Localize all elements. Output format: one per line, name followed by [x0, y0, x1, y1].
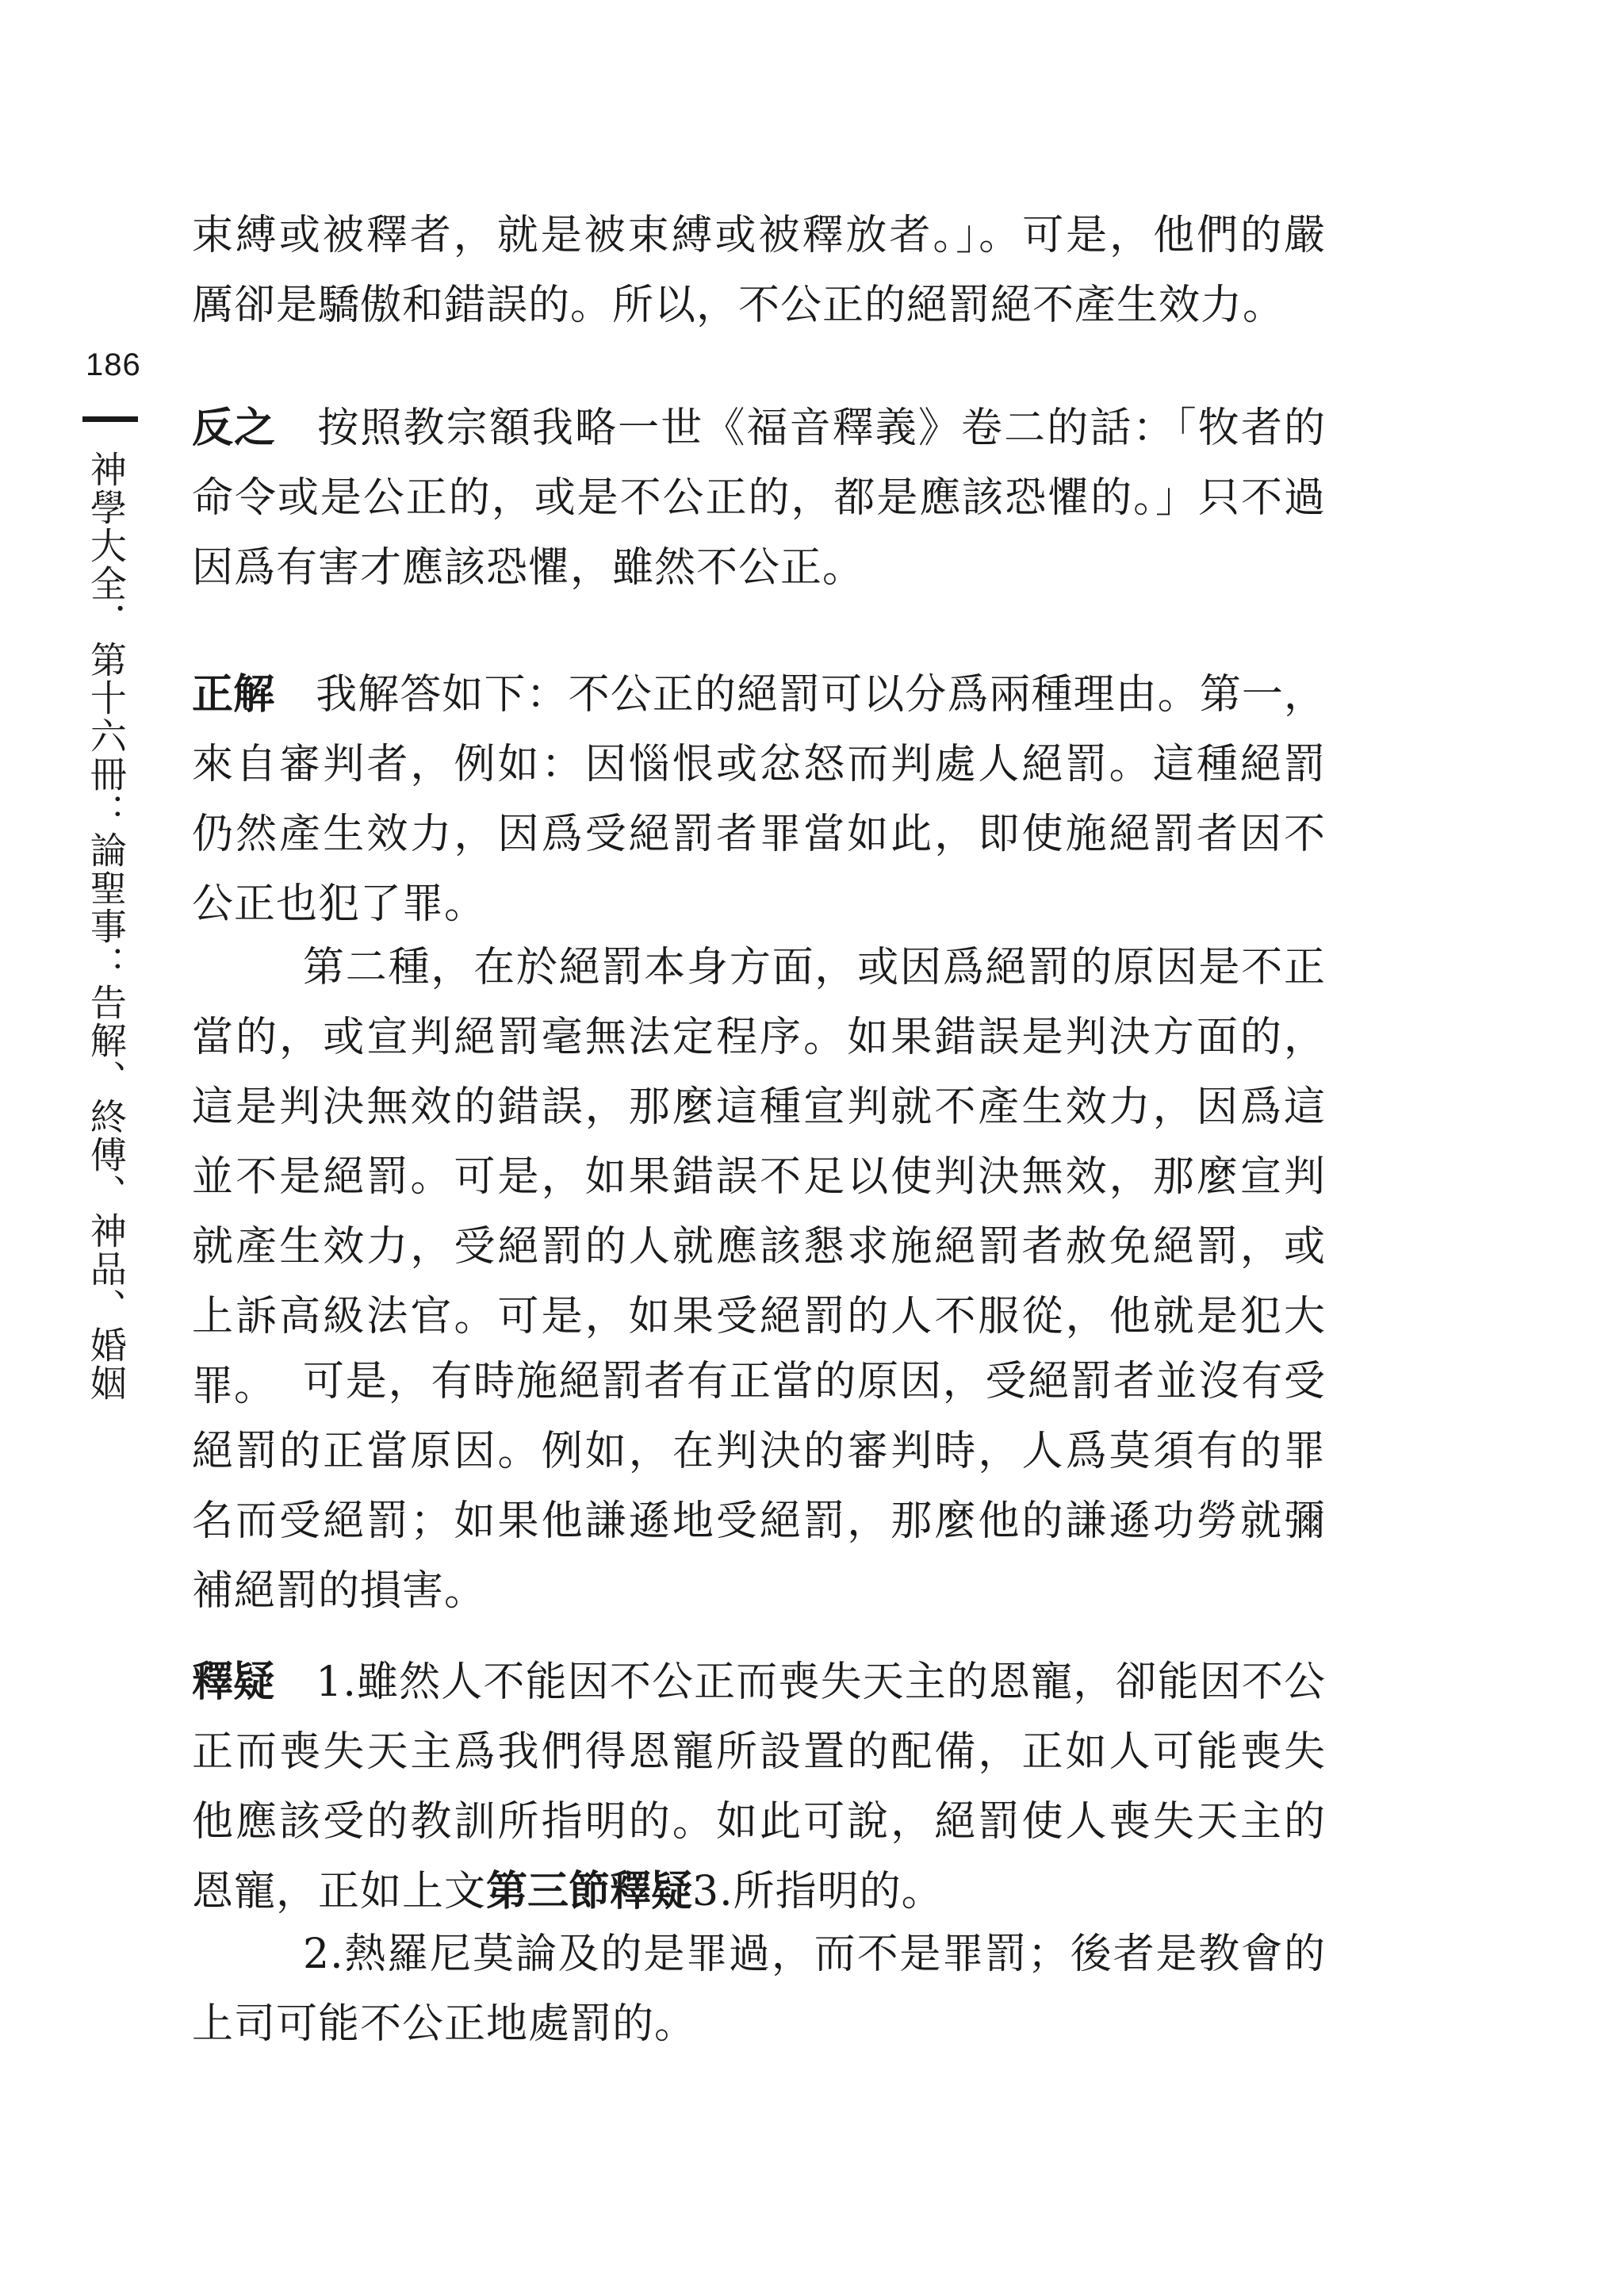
paragraph-6	[192, 1647, 1326, 1927]
paragraph-5: 可是，有時施絕罰者有正當的原因，受絕罰者並沒有受絕罰的正當原因。例如，在判決的審判時，人爲莫須有的罪名而受絕罰；如果他謙遜地受絕罰，那麼他的謙遜功勞就彌補絕罰的損害。	[192, 1358, 1326, 1615]
section-lead-shiyi: 釋疑	[192, 1658, 275, 1706]
paragraph-3-text: 我解答如下：不公正的絕罰可以分爲兩種理由。第一，來自審判者，例如：因惱恨或忿怒而判處人絕罰。這種絕罰仍然產生效力，因爲受絕罰者罪當如此，即使施絕罰者因不公正也犯了罪。	[192, 671, 1326, 928]
margin-rule	[82, 416, 138, 422]
page-number: 186	[86, 347, 141, 382]
section-lead-fanzhi: 反之	[192, 405, 277, 452]
paragraph-6-text-before: 1.雖然人不能因不公正而喪失天主的恩寵，卻能因不公正而喪失天主爲我們得恩寵所設置的配備，正如人可能喪失他應該受的教訓所指明的。如此可說，絕罰使人喪失天主的恩寵，正如上文	[192, 1658, 1326, 1915]
paragraph-1: 束縛或被釋者，就是被束縛或被釋放者。」。可是，他們的嚴厲卻是驕傲和錯誤的。所以，不公正的絕罰絕不產生效力。	[192, 212, 1326, 329]
paragraph-6-text-after: 3.所指明的。	[692, 1868, 944, 1915]
paragraph-7: 2.熱羅尼莫論及的是罪過，而不是罪罰；後者是教會的上司可能不公正地處罰的。	[192, 1931, 1326, 2048]
paragraph-2	[192, 393, 1326, 603]
cross-reference: 第三節釋疑	[486, 1868, 693, 1915]
paragraph-4: 第二種，在於絕罰本身方面，或因爲絕罰的原因是不正當的，或宣判絕罰毫無法定程序。如果錯誤是判決方面的，這是判決無效的錯誤，那麼這種宣判就不產生效力，因爲這並不是絕罰。可是，如果錯誤不足以使判決無效，那麼宣判就產生效力，受絕罰的人就應該懇求施絕罰者赦免絕罰，或上訴高級法官。可是，如果受絕罰的人不服從，他就是犯大罪。	[192, 944, 1326, 1410]
paragraph-3	[192, 660, 1326, 939]
running-head: 神學大全．第十六冊：論聖事：告解、終傅、神品、婚姻	[84, 451, 128, 1402]
section-lead-zhengjie: 正解	[192, 671, 275, 719]
paragraph-2-text: 按照教宗額我略一世《福音釋義》卷二的話：「牧者的命令或是公正的，或是不公正的，都是應該恐懼的。」只不過因爲有害才應該恐懼，雖然不公正。	[192, 405, 1326, 592]
